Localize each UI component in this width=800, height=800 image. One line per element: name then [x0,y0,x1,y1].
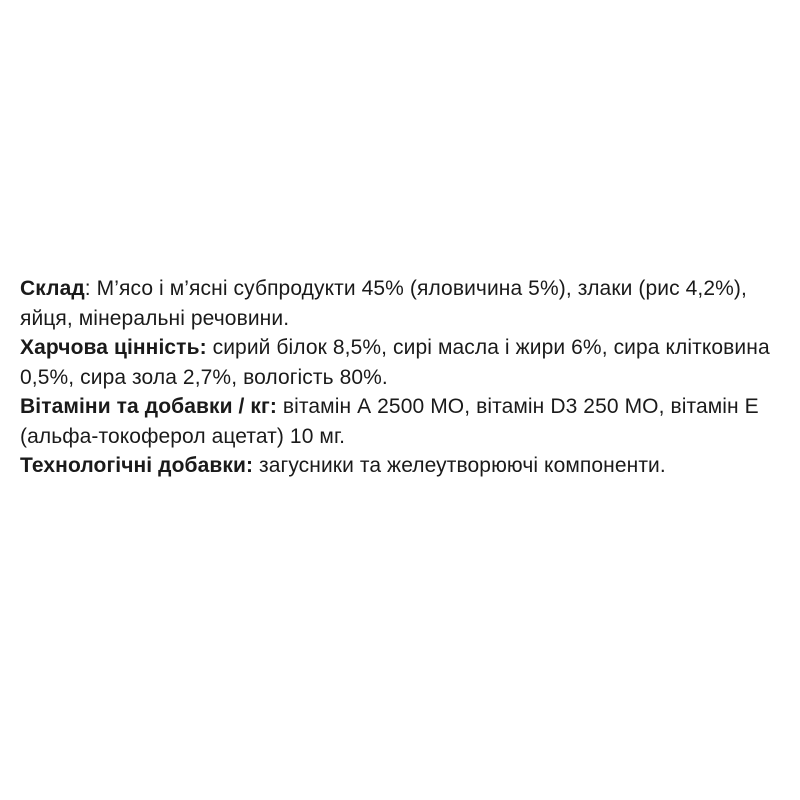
ingredients-section [20,274,780,333]
ingredients-separator: : [84,277,97,300]
ingredients-text: М’ясо і м’ясні субпродукти 45% (яловичина 5%), злаки (рис 4,2%), яйця, мінеральні речовини. [20,277,747,330]
vitamins-text: вітамін А 2500 МО, вітамін D3 250 МО, вітамін Е (альфа-токоферол ацетат) 10 мг. [20,395,759,448]
vitamins-label: Вітаміни та добавки / кг: [20,395,277,418]
vitamins-section [20,392,780,451]
nutritional-value-text: сирий білок 8,5%, сирі масла і жири 6%, сира клітковина 0,5%, сира зола 2,7%, вологість 80%. [20,336,770,389]
technological-additives-text: загусники та желеутворюючі компоненти. [259,454,666,477]
technological-additives-label: Технологічні добавки: [20,454,254,477]
ingredients-label: Склад [20,277,85,300]
technological-additives-section [20,451,780,481]
nutritional-value-section [20,333,780,392]
nutritional-value-label: Харчова цінність: [20,336,207,359]
product-composition-text [20,274,780,481]
